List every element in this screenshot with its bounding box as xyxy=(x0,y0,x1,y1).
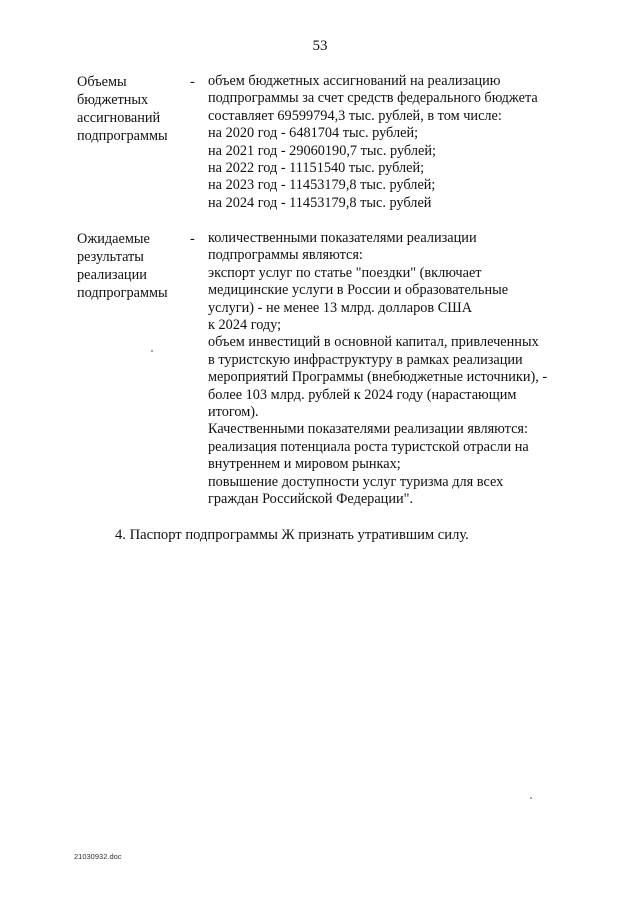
row-text-line: экспорт услуг по статье "поездки" (включает xyxy=(208,264,482,281)
row-text-line: итогом). xyxy=(208,404,259,421)
row-label xyxy=(77,230,187,302)
row-text-line: реализация потенциала роста туристской отрасли на xyxy=(208,438,529,455)
row-text-line: более 103 млрд. рублей к 2024 году (нарастающим xyxy=(208,386,517,403)
row-text-line: объем бюджетных ассигнований на реализацию xyxy=(208,73,501,89)
row-text xyxy=(208,73,568,212)
row-label-line: подпрограммы xyxy=(77,128,168,144)
row-text-line: подпрограммы за счет средств федерального бюджета xyxy=(208,90,538,107)
row-text-line: услуги) - не менее 13 млрд. долларов США xyxy=(208,299,473,316)
row-label xyxy=(77,73,187,145)
row-label-line: Ожидаемые xyxy=(77,231,150,247)
row-label-line: реализации xyxy=(77,267,147,283)
row-text-line: составляет 69599794,3 тыс. рублей, в том числе: xyxy=(208,107,502,124)
row-text-line: медицинские услуги в России и образовательные xyxy=(208,282,509,299)
row-label-line: результаты xyxy=(77,249,144,265)
file-reference: 21030932.doc xyxy=(74,852,122,861)
row-text-line: подпрограммы являются: xyxy=(208,247,363,264)
row-text-line: к 2024 году; xyxy=(208,317,282,334)
row-label-line: подпрограммы xyxy=(77,285,168,301)
item-4-paragraph: 4. Паспорт подпрограммы Ж признать утратившим силу. xyxy=(115,527,469,543)
row-label-line: Объемы xyxy=(77,74,127,90)
row-text-line: на 2023 год - 11453179,8 тыс. рублей; xyxy=(208,177,436,194)
row-text-line: повышение доступности услуг туризма для всех xyxy=(208,473,504,490)
row-text-line: граждан Российской Федерации". xyxy=(208,491,414,508)
row-text-line: на 2024 год - 11453179,8 тыс. рублей xyxy=(208,194,432,211)
row-text-line: Качественными показателями реализации являются: xyxy=(208,421,528,438)
row-text xyxy=(208,230,568,509)
page-number: 53 xyxy=(312,38,328,54)
row-dash: - xyxy=(190,231,195,247)
row-text-line: количественными показателями реализации xyxy=(208,230,477,246)
row-text-line: в туристскую инфраструктуру в рамках реализации xyxy=(208,351,523,368)
row-text-line: на 2020 год - 6481704 тыс. рублей; xyxy=(208,125,419,142)
row-text-line: объем инвестиций в основной капитал, привлеченных xyxy=(208,334,539,351)
row-text-line: внутреннем и мировом рынках; xyxy=(208,456,401,473)
scan-speck xyxy=(151,350,153,352)
row-text-line: на 2022 год - 11151540 тыс. рублей; xyxy=(208,160,425,177)
row-text-line: на 2021 год - 29060190,7 тыс. рублей; xyxy=(208,142,436,159)
row-label-line: ассигнований xyxy=(77,110,161,126)
row-dash: - xyxy=(190,74,195,90)
scan-speck xyxy=(530,797,532,799)
row-label-line: бюджетных xyxy=(77,92,149,108)
row-text-line: мероприятий Программы (внебюджетные источники), - xyxy=(208,369,548,386)
